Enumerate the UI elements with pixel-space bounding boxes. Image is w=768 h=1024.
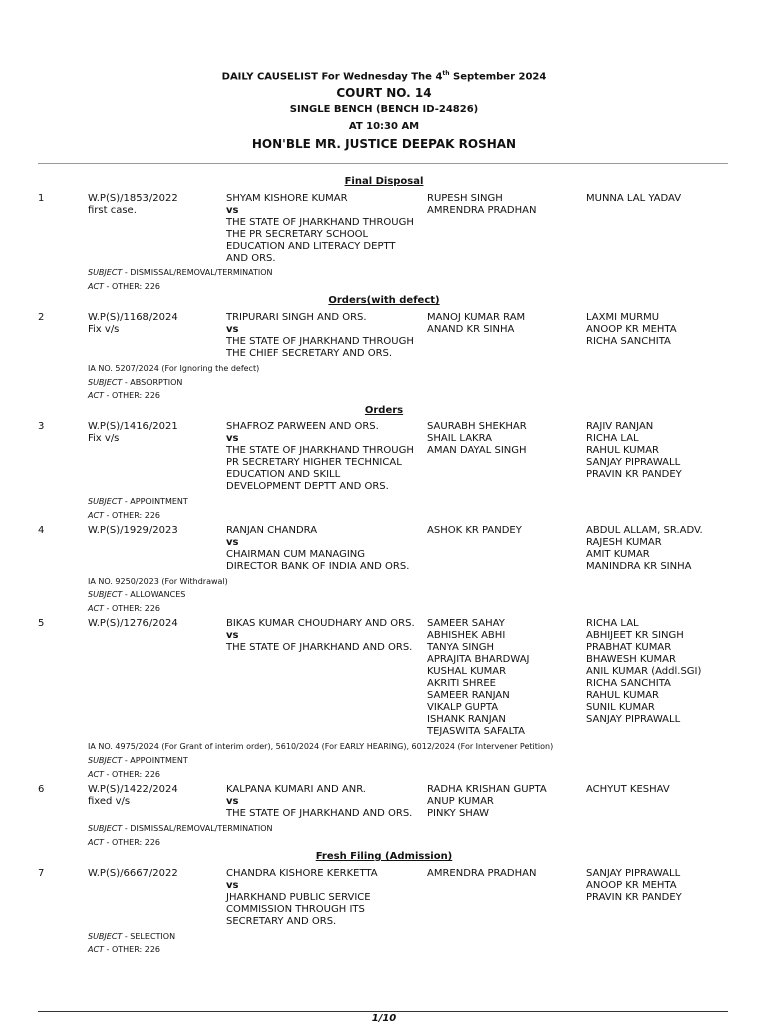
case-number: W.P(S)/1416/2021 Fix v/s xyxy=(88,421,178,444)
separator: - xyxy=(122,824,131,833)
section-heading-final-disposal: Final Disposal xyxy=(344,176,424,187)
act-label: ACT xyxy=(88,391,104,400)
case-number: W.P(S)/1168/2024 Fix v/s xyxy=(88,312,178,335)
court-number: COURT NO. 14 xyxy=(336,86,432,100)
interlocutory-application: IA NO. 9250/2023 (For Withdrawal) xyxy=(88,577,228,586)
case-subject xyxy=(88,378,182,388)
case-act xyxy=(88,511,160,521)
respondent-name: JHARKHAND PUBLIC SERVICE COMMISSION THROUGH ITS SECRETARY AND ORS. xyxy=(226,892,371,927)
case-act xyxy=(88,945,160,955)
respondent-advocates: SANJAY PIPRAWALL ANOOP KR MEHTA PRAVIN KR PANDEY xyxy=(586,868,682,903)
case-serial: 6 xyxy=(38,784,45,795)
case-act xyxy=(88,391,160,401)
subject-label: SUBJECT xyxy=(88,932,123,941)
separator: - xyxy=(103,945,112,954)
heading-superscript: th xyxy=(442,70,450,77)
case-subject xyxy=(88,824,272,834)
case-parties xyxy=(226,784,421,820)
petitioner-name: KALPANA KUMARI AND ANR. xyxy=(226,784,366,795)
act-value: OTHER: 226 xyxy=(111,604,161,613)
subject-label: SUBJECT xyxy=(88,497,123,506)
case-act xyxy=(88,604,160,614)
act-value: OTHER: 226 xyxy=(111,770,161,779)
case-number: W.P(S)/1853/2022 first case. xyxy=(88,193,178,216)
case-serial: 2 xyxy=(38,312,45,323)
case-parties xyxy=(226,618,421,654)
versus-label: vs xyxy=(226,880,239,891)
respondent-name: THE STATE OF JHARKHAND THROUGH THE PR SECRETARY SCHOOL EDUCATION AND LITERACY DEPTT AND ORS. xyxy=(226,217,414,264)
respondent-advocates: LAXMI MURMU ANOOP KR MEHTA RICHA SANCHITA xyxy=(586,312,677,347)
versus-label: vs xyxy=(226,205,239,216)
respondent-advocates: MUNNA LAL YADAV xyxy=(586,193,682,204)
causelist-date-heading xyxy=(0,70,768,82)
versus-label: vs xyxy=(226,796,239,807)
petitioner-advocates: ASHOK KR PANDEY xyxy=(427,525,522,536)
respondent-advocates: ACHYUT KESHAV xyxy=(586,784,670,795)
case-serial: 5 xyxy=(38,618,45,629)
act-value: OTHER: 226 xyxy=(111,838,161,847)
act-value: OTHER: 226 xyxy=(111,511,161,520)
heading-text: DAILY CAUSELIST For Wednesday The 4 xyxy=(221,71,443,83)
act-label: ACT xyxy=(88,282,104,291)
footer-divider xyxy=(38,1011,728,1012)
page-number: 1/10 xyxy=(371,1013,397,1024)
sitting-time: AT 10:30 AM xyxy=(348,121,420,132)
petitioner-advocates: MANOJ KUMAR RAM ANAND KR SINHA xyxy=(427,312,526,335)
subject-label: SUBJECT xyxy=(88,756,123,765)
judge-name: HON'BLE MR. JUSTICE DEEPAK ROSHAN xyxy=(251,137,517,151)
act-label: ACT xyxy=(88,945,104,954)
petitioner-advocates: AMRENDRA PRADHAN xyxy=(427,868,537,879)
petitioner-advocates: SAURABH SHEKHAR SHAIL LAKRA AMAN DAYAL SINGH xyxy=(427,421,527,456)
case-parties xyxy=(226,421,421,493)
subject-label: SUBJECT xyxy=(88,590,123,599)
respondent-advocates: RAJIV RANJAN RICHA LAL RAHUL KUMAR SANJAY PIPRAWALL PRAVIN KR PANDEY xyxy=(586,421,682,480)
petitioner-name: SHAFROZ PARWEEN AND ORS. xyxy=(226,421,379,432)
case-subject xyxy=(88,590,185,600)
separator: - xyxy=(103,282,112,291)
act-value: OTHER: 226 xyxy=(111,282,161,291)
case-subject xyxy=(88,268,272,278)
respondent-advocates: ABDUL ALLAM, SR.ADV. RAJESH KUMAR AMIT KUMAR MANINDRA KR SINHA xyxy=(586,525,703,572)
case-subject xyxy=(88,756,188,766)
case-subject xyxy=(88,497,188,507)
subject-value: SELECTION xyxy=(130,932,176,941)
subject-label: SUBJECT xyxy=(88,378,123,387)
act-value: OTHER: 226 xyxy=(111,391,161,400)
act-label: ACT xyxy=(88,511,104,520)
respondent-name: THE STATE OF JHARKHAND AND ORS. xyxy=(226,808,413,819)
petitioner-name: SHYAM KISHORE KUMAR xyxy=(226,193,348,204)
subject-label: SUBJECT xyxy=(88,824,123,833)
bench-info: SINGLE BENCH (BENCH ID-24826) xyxy=(289,104,479,115)
respondent-name: THE STATE OF JHARKHAND THROUGH PR SECRETARY HIGHER TECHNICAL EDUCATION AND SKILL DEVELOPMENT DEPTT AND ORS. xyxy=(226,445,414,492)
petitioner-name: CHANDRA KISHORE KERKETTA xyxy=(226,868,378,879)
versus-label: vs xyxy=(226,433,239,444)
petitioner-name: TRIPURARI SINGH AND ORS. xyxy=(226,312,367,323)
versus-label: vs xyxy=(226,537,239,548)
act-label: ACT xyxy=(88,770,104,779)
interlocutory-application: IA NO. 5207/2024 (For Ignoring the defect) xyxy=(88,364,260,373)
respondent-advocates: RICHA LAL ABHIJEET KR SINGH PRABHAT KUMAR BHAWESH KUMAR ANIL KUMAR (Addl.SGI) RICHA SANCHITA RAHUL KUMAR SUNIL KUMAR SANJAY PIPRAWALL xyxy=(586,618,702,725)
interlocutory-application: IA NO. 4975/2024 (For Grant of interim order), 5610/2024 (For EARLY HEARING), 6012/2024 (For Intervener Petition) xyxy=(88,742,554,751)
separator: - xyxy=(122,497,131,506)
separator: - xyxy=(122,590,131,599)
heading-text-end: September 2024 xyxy=(449,71,547,83)
separator: - xyxy=(122,378,131,387)
respondent-name: THE STATE OF JHARKHAND THROUGH THE CHIEF SECRETARY AND ORS. xyxy=(226,336,414,359)
case-act xyxy=(88,282,160,292)
separator: - xyxy=(122,756,131,765)
case-number: W.P(S)/1276/2024 xyxy=(88,618,178,629)
case-act xyxy=(88,838,160,848)
petitioner-advocates: RUPESH SINGH AMRENDRA PRADHAN xyxy=(427,193,537,216)
case-serial: 1 xyxy=(38,193,45,204)
petitioner-advocates: RADHA KRISHAN GUPTA ANUP KUMAR PINKY SHAW xyxy=(427,784,547,819)
case-number: W.P(S)/6667/2022 xyxy=(88,868,178,879)
subject-value: ABSORPTION xyxy=(130,378,183,387)
case-parties xyxy=(226,868,421,928)
case-serial: 7 xyxy=(38,868,45,879)
petitioner-name: BIKAS KUMAR CHOUDHARY AND ORS. xyxy=(226,618,415,629)
separator: - xyxy=(103,838,112,847)
case-number: W.P(S)/1422/2024 fixed v/s xyxy=(88,784,178,807)
respondent-name: THE STATE OF JHARKHAND AND ORS. xyxy=(226,642,413,653)
separator: - xyxy=(122,268,131,277)
act-label: ACT xyxy=(88,604,104,613)
versus-label: vs xyxy=(226,630,239,641)
respondent-name: CHAIRMAN CUM MANAGING DIRECTOR BANK OF INDIA AND ORS. xyxy=(226,549,410,572)
versus-label: vs xyxy=(226,324,239,335)
subject-label: SUBJECT xyxy=(88,268,123,277)
act-value: OTHER: 226 xyxy=(111,945,161,954)
case-act xyxy=(88,770,160,780)
petitioner-name: RANJAN CHANDRA xyxy=(226,525,318,536)
subject-value: APPOINTMENT xyxy=(130,497,188,506)
separator: - xyxy=(103,604,112,613)
section-heading-orders-with-defect: Orders(with defect) xyxy=(328,295,440,306)
subject-value: DISMISSAL/REMOVAL/TERMINATION xyxy=(130,824,273,833)
subject-value: APPOINTMENT xyxy=(130,756,188,765)
separator: - xyxy=(103,770,112,779)
section-heading-orders: Orders xyxy=(364,405,404,416)
case-parties xyxy=(226,312,421,360)
case-serial: 3 xyxy=(38,421,45,432)
subject-value: DISMISSAL/REMOVAL/TERMINATION xyxy=(130,268,273,277)
petitioner-advocates: SAMEER SAHAY ABHISHEK ABHI TANYA SINGH APRAJITA BHARDWAJ KUSHAL KUMAR AKRITI SHREE SAMEER RANJAN VIKALP GUPTA ISHANK RANJAN TEJASWITA SAFALTA xyxy=(427,618,530,737)
case-parties xyxy=(226,525,421,573)
separator: - xyxy=(103,391,112,400)
separator: - xyxy=(122,932,131,941)
case-serial: 4 xyxy=(38,525,45,536)
subject-value: ALLOWANCES xyxy=(130,590,186,599)
case-number: W.P(S)/1929/2023 xyxy=(88,525,178,536)
section-heading-fresh-filing: Fresh Filing (Admission) xyxy=(315,851,453,862)
separator: - xyxy=(103,511,112,520)
case-parties xyxy=(226,193,421,265)
case-subject xyxy=(88,932,175,942)
header-divider xyxy=(38,163,728,164)
act-label: ACT xyxy=(88,838,104,847)
